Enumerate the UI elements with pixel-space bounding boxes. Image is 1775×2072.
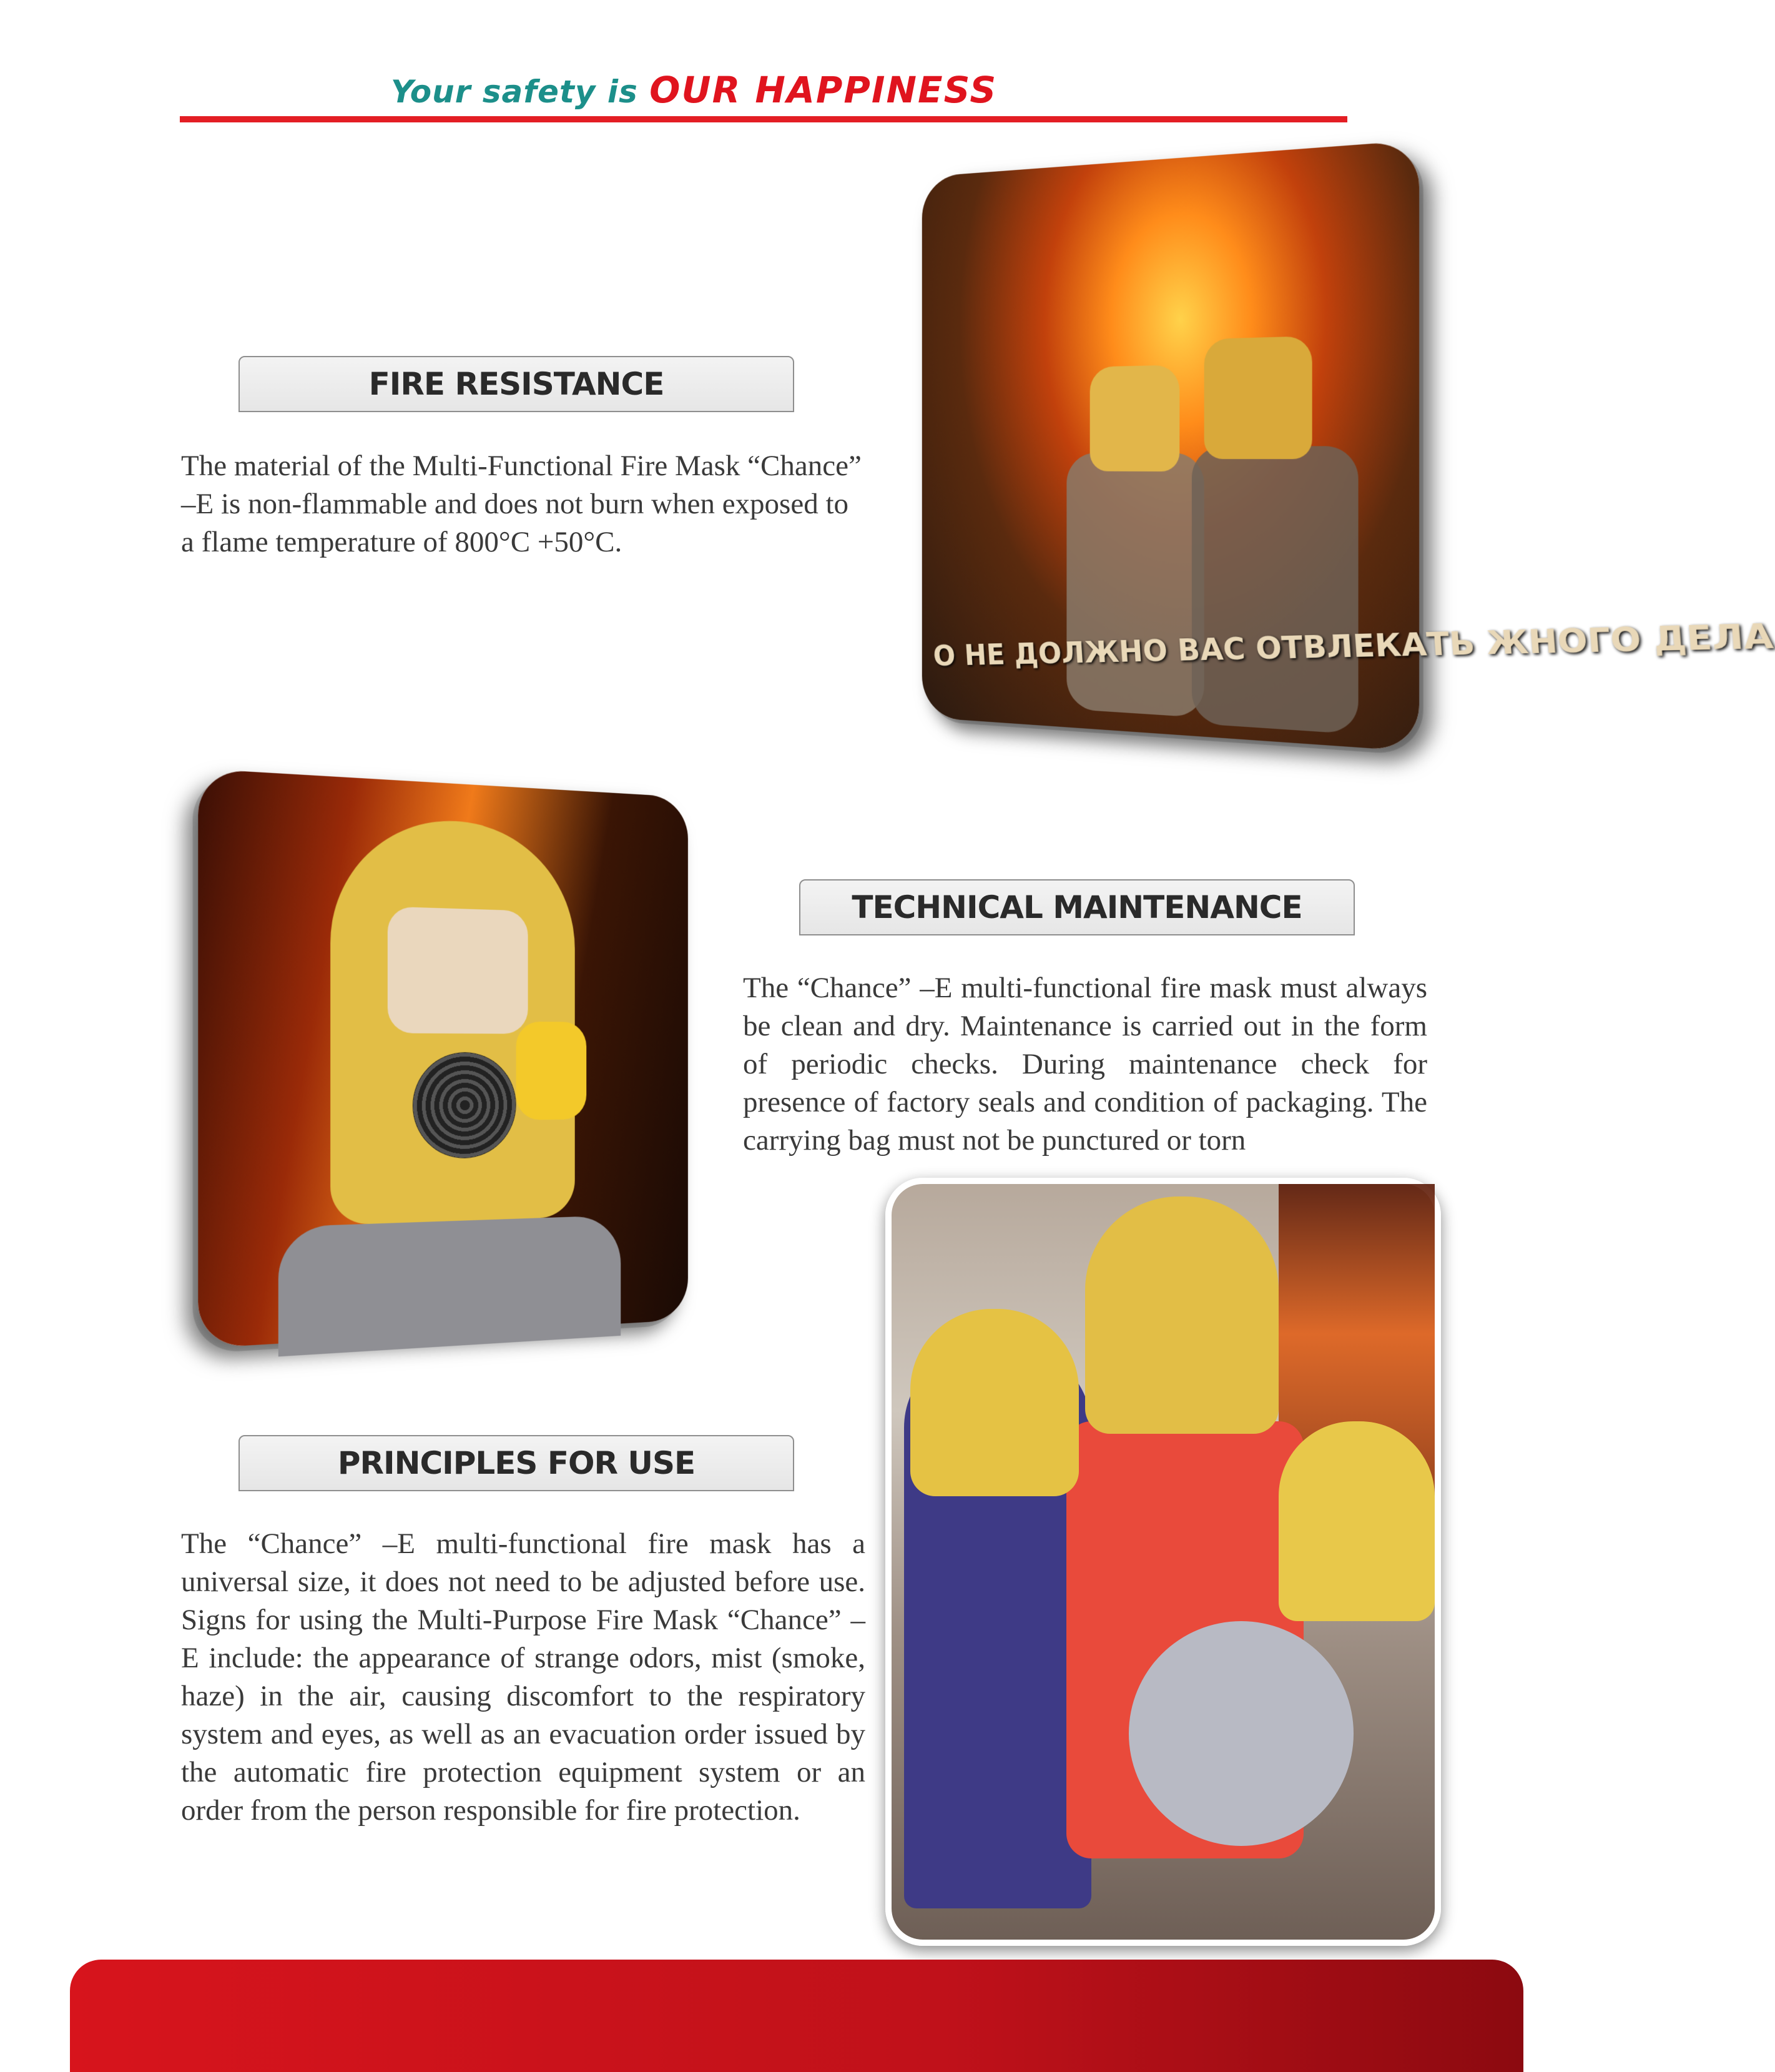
photo-figure: [1192, 446, 1359, 734]
header-divider: [180, 116, 1347, 122]
fire-resistance-text: The material of the Multi-Functional Fire Mask “Chance” –E is non-flammable and does not burn when exposed to a flame temperature of 800°C +50°C.: [181, 450, 862, 558]
photo-hood: [1085, 1196, 1279, 1434]
fire-resistance-heading: FIRE RESISTANCE: [238, 356, 794, 412]
photo-filter: [516, 1022, 587, 1120]
photo-hood: [910, 1309, 1079, 1496]
fire-scene-caption: О НЕ ДОЛЖНО ВАС ОТВЛЕКАТЬ ЖНОГО ДЕЛА: [932, 616, 1775, 673]
footer-bar: [70, 1960, 1523, 2072]
principles-for-use-text: The “Chance” –E multi-functional fire mask has a universal size, it does not need to be adjusted before use. Signs for using the Multi-Purpose Fire Mask “Chance” –E include: the appearance of strange odors, mist (smoke, haze) in the air, causing discomfort to the respiratory system and eyes, as well as an evacuation order issued by the automatic fire protection equipment system or an order from the person responsible for fire protection.: [181, 1527, 865, 1827]
fire-scene-photo-frame: [922, 139, 1775, 772]
tagline-brand: OUR HAPPINESS: [649, 69, 998, 111]
header-tagline: [391, 69, 997, 111]
principles-for-use-heading: PRINCIPLES FOR USE: [238, 1435, 794, 1491]
photo-figure: [1066, 453, 1204, 718]
tagline-lead: Your safety is: [391, 74, 638, 110]
photo-hood: [1090, 365, 1180, 471]
technical-maintenance-heading: TECHNICAL MAINTENANCE: [799, 879, 1355, 935]
photo-visor: [388, 907, 528, 1034]
photo-shirt: [278, 1215, 621, 1356]
technical-maintenance-text: The “Chance” –E multi-functional fire mask must always be clean and dry. Maintenance is carried out in the form of periodic checks. During maintenance check for presence of factory seals and condition of packaging. The carrying bag must not be punctured or torn: [743, 972, 1427, 1157]
family-photo: [885, 1178, 1441, 1946]
fire-scene-photo: [922, 140, 1775, 751]
mask-person-photo: [198, 769, 688, 1348]
photo-figure: [1129, 1621, 1354, 1846]
photo-hood: [1279, 1421, 1435, 1621]
photo-hood: [1204, 336, 1312, 459]
